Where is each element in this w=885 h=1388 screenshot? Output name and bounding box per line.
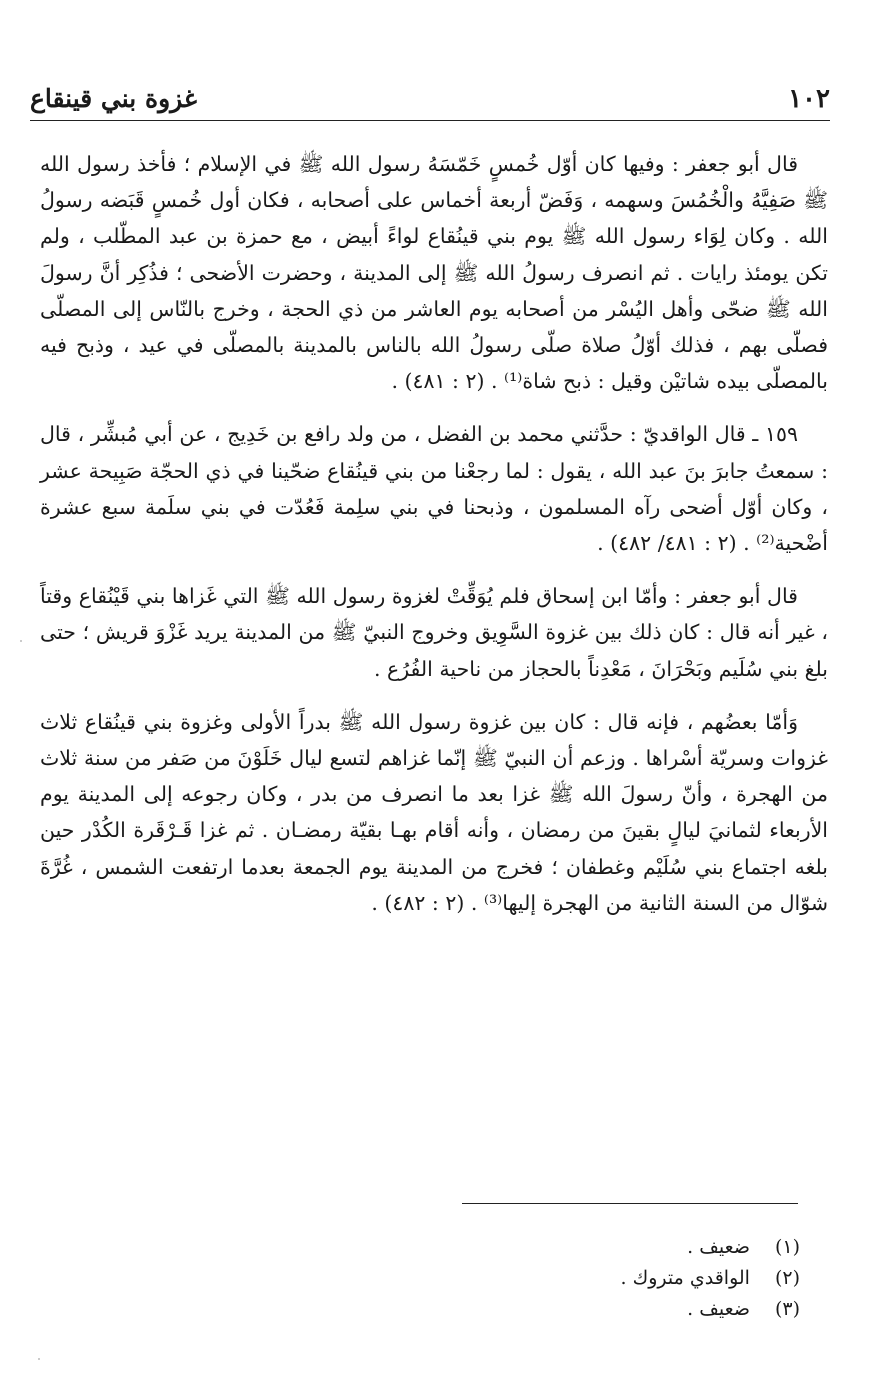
running-title: غزوة بني قينقاع	[30, 84, 198, 113]
main-text	[40, 146, 828, 938]
footnote-item	[400, 1263, 800, 1294]
footnote-text: الواقدي متروك .	[620, 1267, 750, 1289]
footnote-number: (٣)	[774, 1298, 800, 1320]
footnote-text: ضعيف .	[687, 1298, 750, 1320]
footnotes	[400, 1232, 800, 1325]
footnote-item	[400, 1294, 800, 1325]
footnote-number: (٢)	[774, 1267, 800, 1289]
paragraph-some-of-them: وَأمّا بعضُهم ، فإنه قال : كان بين غزوة رسول الله ﷺ بدراً الأولى وغزوة بني قينُقاع ثلاث غزوات وسريّة أسْراها . وزعم أن النبيّ ﷺ إنّما غزاهم لتسع ليال خَلَوْنَ من صَفر من سنة ثلاث من الهجرة ، وأنّ رسولَ الله ﷺ غزا بعد ما انصرف من بدر ، وكان رجوعه إلى المدينة يوم الأربعاء لثمانيَ ليالٍ بقينَ من رمضان ، وأنه أقام بهـا بقيّة رمضـان . ثم غزا قَـرْقَرة الكُدْر حين بلغه اجتماع بني سُلَيْم وغطفان ؛ فخرج من المدينة يوم الجمعة بعدما ارتفعت الشمس ، غُرَّةَ شوّال من السنة الثانية من الهجرة إليها⁽³⁾ . (٢ : ٤٨٢) .	[40, 709, 828, 915]
footnote-divider	[462, 1203, 798, 1204]
footnote-item	[400, 1232, 800, 1263]
page-number: ١٠٢	[788, 84, 830, 114]
paragraph-159-waqidi: ١٥٩ ـ قال الواقديّ : حدَّثني محمد بن الفضل ، من ولد رافع بن خَدِيج ، عن أبي مُبشِّر ، قال : سمعتُ جابرَ بنَ عبد الله ، يقول : لما رجعْنا من بني قينُقاع ضحّينا في ذي الحجّة صَبِيحة عشر ، وكان أوّل أضحى رآه المسلمون ، وذبحنا في بني سلِمة فَعُدّت في بني سلَمة سبع عشرة أضْحية⁽²⁾ . (٢ : ٤٨١/ ٤٨٢) .	[40, 422, 828, 556]
footnote-text: ضعيف .	[687, 1236, 750, 1258]
paragraph-ibn-ishaq: قال أبو جعفر : وأمّا ابن إسحاق فلم يُوَقِّتْ لغزوة رسول الله ﷺ التي غَزاها بني قَيْنُقاع وقتاً ، غير أنه قال : كان ذلك بين غزوة السَّوِيق وخروج النبيّ ﷺ من المدينة يريد غَزْوَ قريش ؛ حتى بلغ بني سُلَيم وبَحْرَانَ ، مَعْدِناً بالحجاز من ناحية الفُرُع .	[40, 584, 828, 681]
header-divider	[30, 120, 830, 121]
scan-speck	[20, 640, 22, 642]
paragraph-abu-jafar-khums: قال أبو جعفر : وفيها كان أوّل خُمسٍ خَمّسَهُ رسول الله ﷺ في الإسلام ؛ فأخذ رسول الله ﷺ صَفِيَّهُ والْخُمُسَ وسهمه ، وَفَضّ أربعة أخماس على أصحابه ، فكان أول خُمسٍ قَبَضه رسولُ الله . وكان لِوَاء رسول الله ﷺ يوم بني قينُقاع لواءً أبيض ، مع حمزة بن عبد المطّلب ، ولم تكن يومئذ رايات . ثم انصرف رسولُ الله ﷺ إلى المدينة ، وحضرت الأضحى ؛ فذُكِر أنَّ رسولَ الله ﷺ ضحّى وأهل اليُسْر من أصحابه يوم العاشر من ذي الحجة ، وخرج بالنّاس إلى المصلّى فصلّى بهم ، فذلك أوّلُ صلاة صلّى رسولُ الله بالناس بالمدينة بالمصلّى في عيد ، وذبح فيه بالمصلّى بيده شاتيْن وقيل : ذبح شاة⁽¹⁾ . (٢ : ٤٨١) .	[40, 152, 828, 394]
footnote-number: (١)	[774, 1236, 800, 1258]
scan-speck	[38, 1358, 40, 1360]
page-header	[30, 82, 830, 116]
